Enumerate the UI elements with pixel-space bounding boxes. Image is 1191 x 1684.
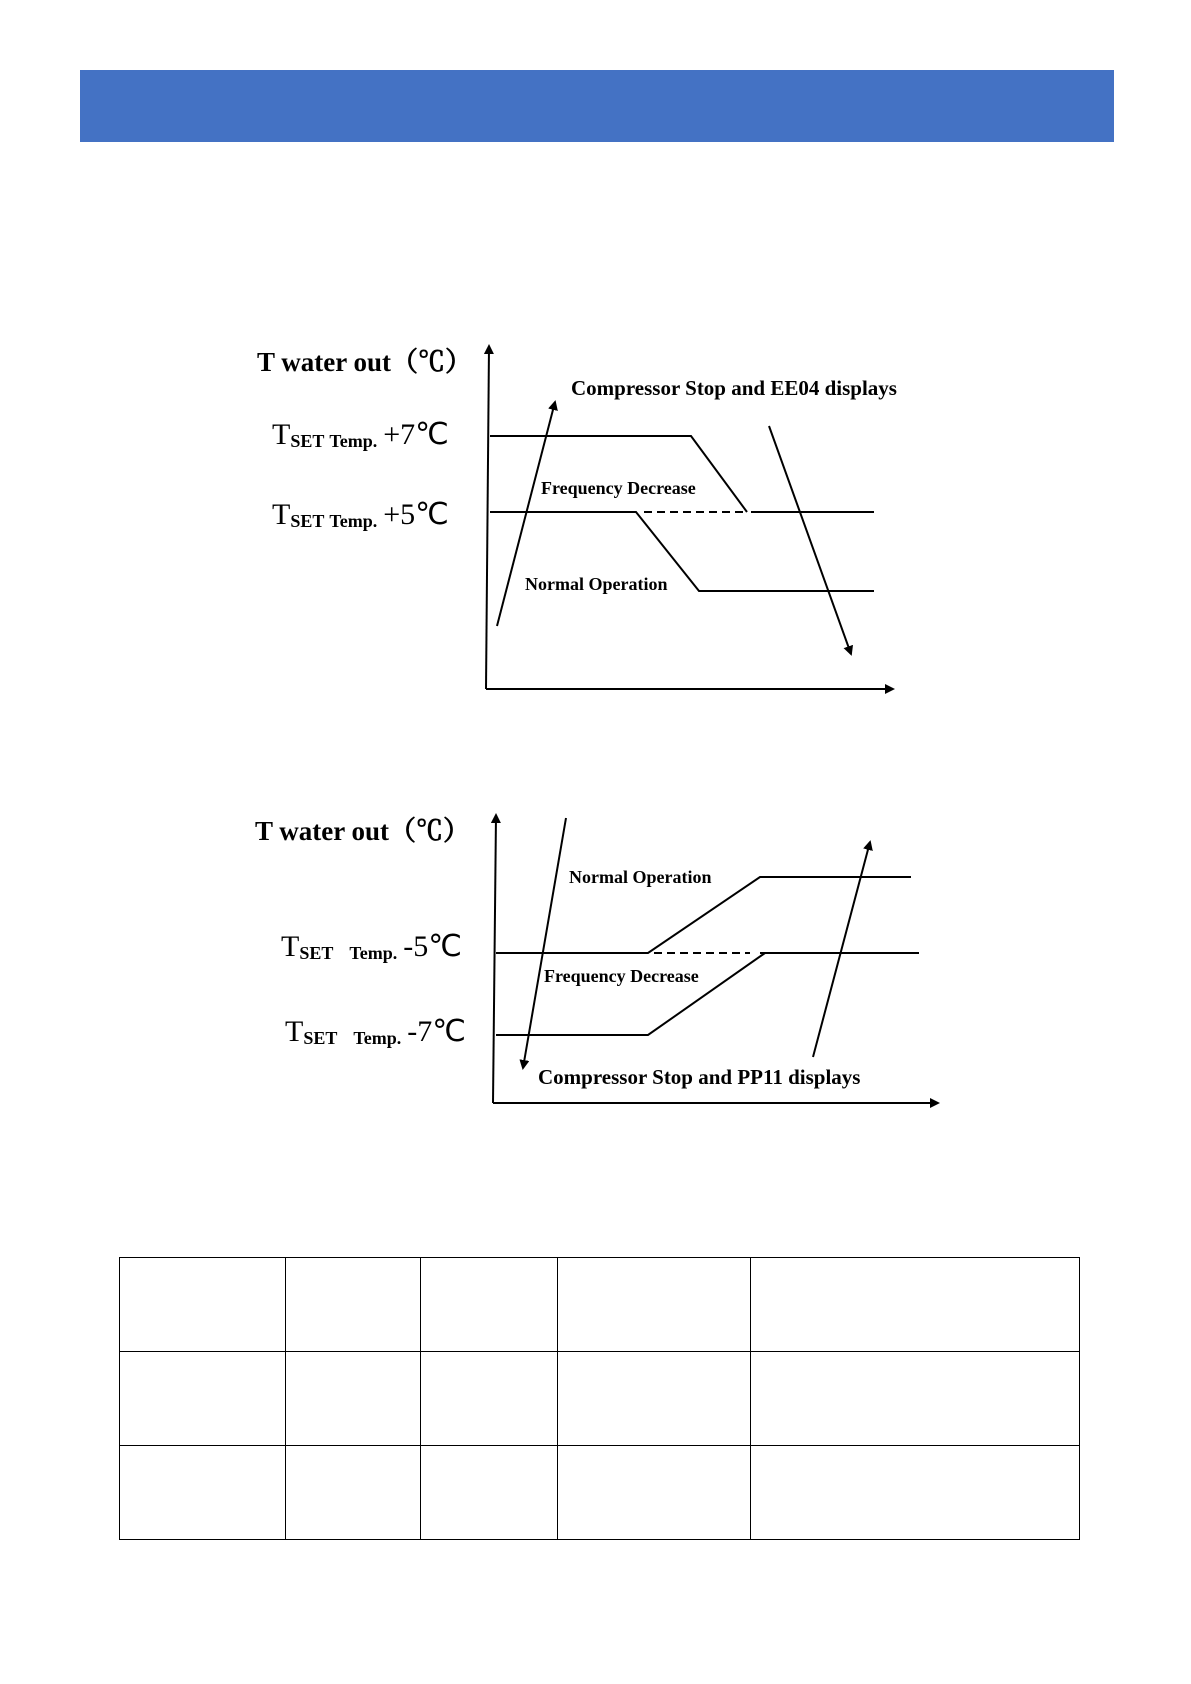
table-cell	[751, 1352, 1080, 1446]
table-row	[120, 1446, 1080, 1540]
level-temp: Temp.	[329, 511, 378, 531]
bottom-normal-threshold-line	[496, 877, 911, 953]
top-normal-label: Normal Operation	[525, 574, 668, 594]
svg-text:TSETTemp.+7℃	[272, 418, 449, 451]
level-t: T	[272, 498, 291, 531]
level-temp: Temp.	[349, 943, 398, 963]
table-cell	[558, 1258, 751, 1352]
table-cell	[286, 1446, 421, 1540]
table-cell	[751, 1258, 1080, 1352]
level-value: +5℃	[383, 498, 449, 531]
level-sub: SET	[303, 1028, 338, 1048]
blank-table	[119, 1257, 1080, 1540]
table-cell	[286, 1352, 421, 1446]
top-y-axis	[486, 346, 489, 689]
level-sub: SET	[290, 511, 325, 531]
bottom-axis-label: T water out（℃）	[255, 816, 470, 846]
bottom-freq-label: Frequency Decrease	[544, 966, 699, 986]
svg-text:TSETTemp.-5℃	[281, 930, 462, 963]
top-level-label-5	[272, 498, 449, 531]
table-cell	[558, 1446, 751, 1540]
bottom-fall-arrow	[523, 818, 566, 1068]
level-value: -7℃	[407, 1015, 466, 1048]
bottom-rise-arrow	[813, 842, 870, 1057]
bottom-level-label-minus5	[281, 930, 462, 963]
top-level-label-7	[272, 418, 449, 451]
level-temp: Temp.	[329, 431, 378, 451]
table-cell	[120, 1446, 286, 1540]
level-sub: SET	[290, 431, 325, 451]
table-row	[120, 1258, 1080, 1352]
table-cell	[120, 1352, 286, 1446]
table-cell	[286, 1258, 421, 1352]
bottom-stop-label: Compressor Stop and PP11 displays	[538, 1065, 861, 1089]
level-t: T	[272, 418, 291, 451]
top-freq-label: Frequency Decrease	[541, 478, 696, 498]
level-t: T	[281, 930, 300, 963]
svg-text:TSETTemp.-7℃	[285, 1015, 466, 1048]
bottom-normal-label: Normal Operation	[569, 867, 712, 887]
level-value: -5℃	[403, 930, 462, 963]
table-cell	[421, 1446, 558, 1540]
diagram-top	[257, 346, 897, 689]
table-cell	[120, 1258, 286, 1352]
level-sub: SET	[299, 943, 334, 963]
table-row	[120, 1352, 1080, 1446]
level-temp: Temp.	[353, 1028, 402, 1048]
bottom-level-label-minus7	[285, 1015, 466, 1048]
table-cell	[421, 1258, 558, 1352]
diagram-bottom	[255, 815, 938, 1103]
top-fall-arrow	[769, 426, 851, 654]
bottom-y-axis	[493, 815, 496, 1103]
level-value: +7℃	[383, 418, 449, 451]
top-axis-label: T water out（℃）	[257, 347, 472, 377]
top-stop-label: Compressor Stop and EE04 displays	[571, 376, 897, 400]
table-cell	[751, 1446, 1080, 1540]
table-cell	[421, 1352, 558, 1446]
svg-text:TSETTemp.+5℃	[272, 498, 449, 531]
level-t: T	[285, 1015, 304, 1048]
table-cell	[558, 1352, 751, 1446]
